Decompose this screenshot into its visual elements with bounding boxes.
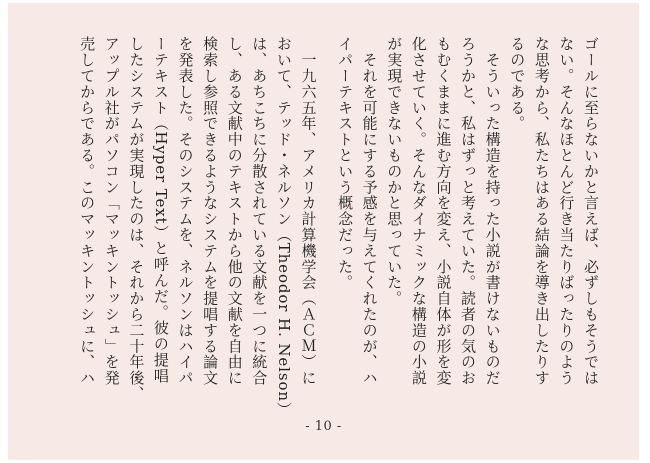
- text-line: ない。そんなほとんど行き当たりばったりのよう: [557, 36, 576, 386]
- text-line: るのである。: [508, 36, 527, 132]
- text-line: そういった構造を持った小説が書けないものだ: [483, 36, 502, 386]
- text-line: ゴールに至らないかと言えば、必ずしもそうでは: [582, 36, 600, 386]
- text-line: ーテキスト（Hyper Text）と呼んだ。彼の提唱: [151, 36, 170, 384]
- text-line: を発表した。そのシステムを、ネルソンはハイパ: [176, 36, 195, 386]
- text-line: もむくままに進む方向を変え、小説自体が形を変: [434, 36, 453, 386]
- vertical-text-body: [75, 36, 603, 418]
- text-line: な思考から、私たちはある結論を導き出したりす: [532, 36, 551, 386]
- text-line: したシステムが実現したのは、それから二十年後、: [127, 36, 146, 402]
- text-line: ろうかと、私はずっと考えていた。読者の気のお: [459, 36, 478, 386]
- text-line: は、あちこちに分散されている文献を一つに統合: [250, 36, 269, 386]
- text-line: それを可能にする予感を与えてくれたのが、ハ: [360, 36, 379, 386]
- text-line: アップル社がパソコン「マッキントッシュ」を発: [102, 36, 121, 386]
- text-line: が実現できないものかと思っていた。: [385, 36, 404, 307]
- text-line: 検索し参照できるようなシステムを提唱する論文: [201, 36, 220, 386]
- book-page: [8, 3, 639, 460]
- text-line: 売してからである。このマッキントッシュに、ハ: [78, 36, 97, 386]
- text-line: おいて、テッド・ネルソン（Theodor H. Nelson）: [274, 36, 293, 418]
- text-line: 化させていく。そんなダイナミックな構造の小説: [409, 36, 428, 386]
- text-line: 一九六五年、アメリカ計算機学会（ＡＣＭ）に: [299, 36, 318, 386]
- text-line: し、ある文献中のテキストから他の文献を自由に: [225, 36, 244, 386]
- text-line: イパーテキストという概念だった。: [336, 36, 355, 291]
- page-number: - 10 -: [305, 419, 342, 434]
